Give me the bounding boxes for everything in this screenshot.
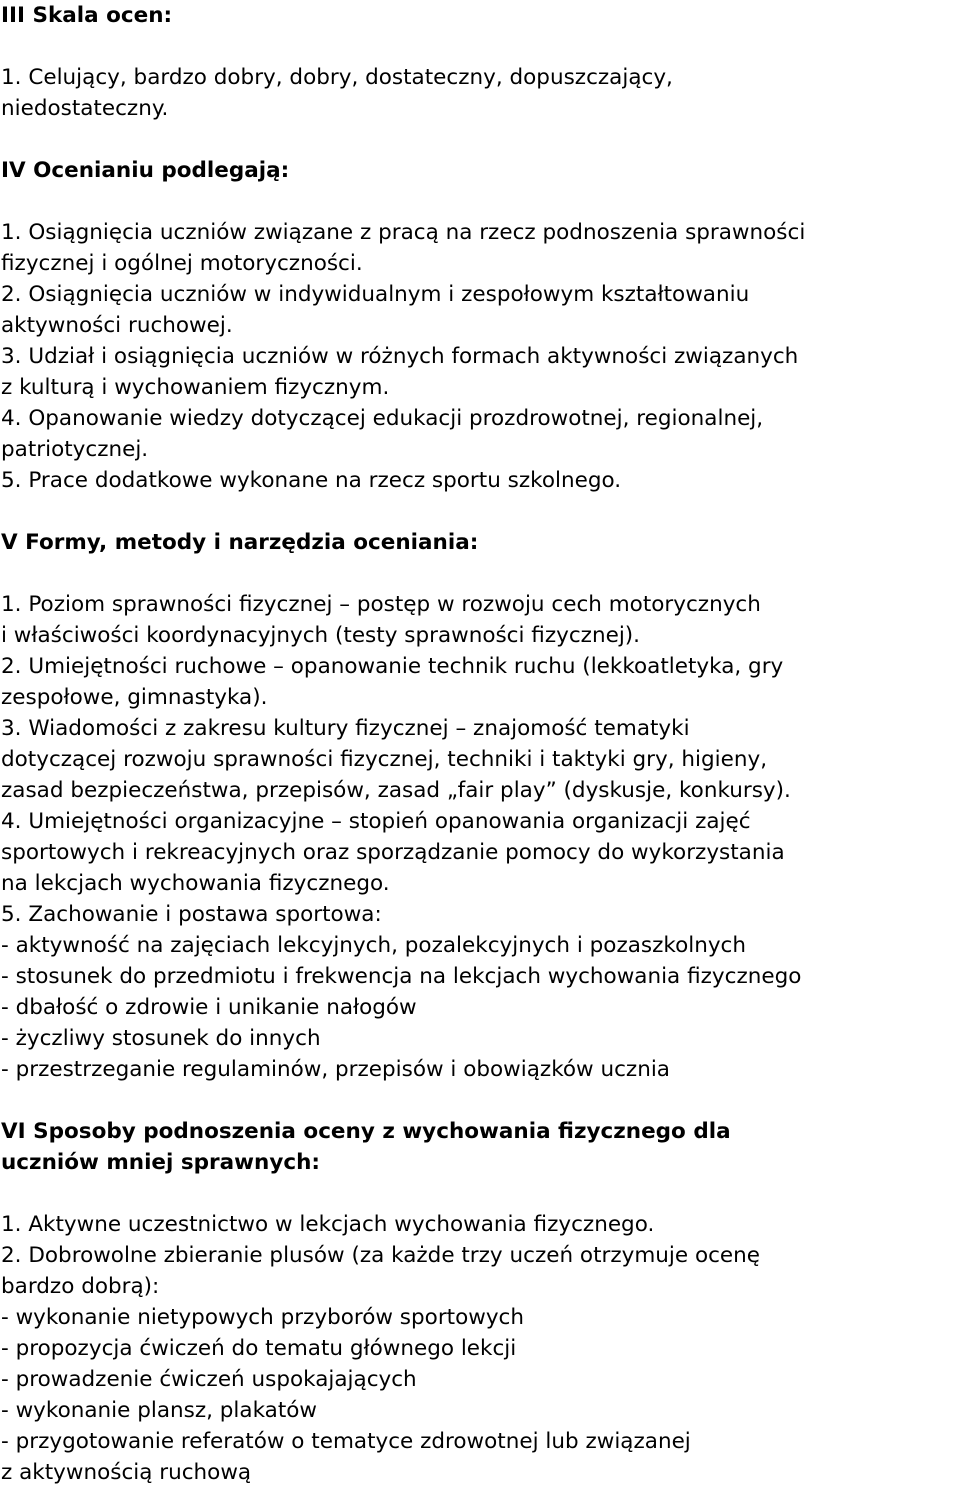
spacer	[1, 31, 957, 62]
section-5-line: - dbałość o zdrowie i unikanie nałogów	[1, 995, 417, 1020]
section-5-line: - stosunek do przedmiotu i frekwencja na lekcjach wychowania fizycznego	[1, 964, 802, 989]
section-4-line: 5. Prace dodatkowe wykonane na rzecz sportu szkolnego.	[1, 468, 622, 493]
section-5-line: i właściwości koordynacyjnych (testy sprawności fizycznej).	[1, 623, 641, 648]
section-5-line: na lekcjach wychowania fizycznego.	[1, 871, 390, 896]
section-3-line: niedostateczny.	[1, 96, 169, 121]
section-5-heading: V Formy, metody i narzędzia oceniania:	[1, 530, 479, 555]
section-6-line: - propozycja ćwiczeń do tematu głównego lekcji	[1, 1336, 517, 1361]
section-4-line: 2. Osiągnięcia uczniów w indywidualnym i zespołowym kształtowaniu	[1, 282, 750, 307]
section-5-line: 5. Zachowanie i postawa sportowa:	[1, 902, 382, 927]
section-4-heading: IV Ocenianiu podlegają:	[1, 158, 290, 183]
spacer	[1, 496, 957, 527]
spacer	[1, 558, 957, 589]
section-5-line: zasad bezpieczeństwa, przepisów, zasad „fair play” (dyskusje, konkursy).	[1, 778, 791, 803]
section-6-line: 2. Dobrowolne zbieranie plusów (za każde trzy uczeń otrzymuje ocenę	[1, 1243, 761, 1268]
section-4-line: 1. Osiągnięcia uczniów związane z pracą na rzecz podnoszenia sprawności	[1, 220, 806, 245]
section-3-line: 1. Celujący, bardzo dobry, dobry, dostateczny, dopuszczający,	[1, 65, 673, 90]
section-6-line: z aktywnością ruchową	[1, 1460, 252, 1485]
spacer	[1, 1178, 957, 1209]
spacer	[1, 124, 957, 155]
section-4-line: fizycznej i ogólnej motoryczności.	[1, 251, 363, 276]
section-5-line: dotyczącej rozwoju sprawności fizycznej, techniki i taktyki gry, higieny,	[1, 747, 768, 772]
section-5-line: - życzliwy stosunek do innych	[1, 1026, 321, 1051]
section-4-line: z kulturą i wychowaniem fizycznym.	[1, 375, 390, 400]
section-5-line: 1. Poziom sprawności fizycznej – postęp w rozwoju cech motorycznych	[1, 592, 761, 617]
spacer	[1, 1085, 957, 1116]
document-page	[1, 0, 957, 1488]
section-4-line: patriotycznej.	[1, 437, 149, 462]
section-3-heading: III Skala ocen:	[1, 3, 173, 28]
section-4-line: 4. Opanowanie wiedzy dotyczącej edukacji prozdrowotnej, regionalnej,	[1, 406, 764, 431]
section-5-line: sportowych i rekreacyjnych oraz sporządzanie pomocy do wykorzystania	[1, 840, 785, 865]
spacer	[1, 186, 957, 217]
section-4-line: 3. Udział i osiągnięcia uczniów w różnych formach aktywności związanych	[1, 344, 799, 369]
section-5-line: 2. Umiejętności ruchowe – opanowanie technik ruchu (lekkoatletyka, gry	[1, 654, 784, 679]
section-6-heading: VI Sposoby podnoszenia oceny z wychowania fizycznego dla	[1, 1119, 731, 1144]
section-5-line: - aktywność na zajęciach lekcyjnych, pozalekcyjnych i pozaszkolnych	[1, 933, 747, 958]
section-6-line: 1. Aktywne uczestnictwo w lekcjach wychowania fizycznego.	[1, 1212, 655, 1237]
section-5-line: 3. Wiadomości z zakresu kultury fizycznej – znajomość tematyki	[1, 716, 690, 741]
section-5-line: - przestrzeganie regulaminów, przepisów i obowiązków ucznia	[1, 1057, 670, 1082]
section-4-line: aktywności ruchowej.	[1, 313, 233, 338]
section-5-line: 4. Umiejętności organizacyjne – stopień opanowania organizacji zajęć	[1, 809, 751, 834]
section-6-heading: uczniów mniej sprawnych:	[1, 1150, 321, 1175]
section-5-line: zespołowe, gimnastyka).	[1, 685, 268, 710]
section-6-line: - wykonanie plansz, plakatów	[1, 1398, 317, 1423]
section-6-line: - prowadzenie ćwiczeń uspokajających	[1, 1367, 417, 1392]
section-6-line: - wykonanie nietypowych przyborów sportowych	[1, 1305, 524, 1330]
section-6-line: - przygotowanie referatów o tematyce zdrowotnej lub związanej	[1, 1429, 691, 1454]
section-6-line: bardzo dobrą):	[1, 1274, 160, 1299]
